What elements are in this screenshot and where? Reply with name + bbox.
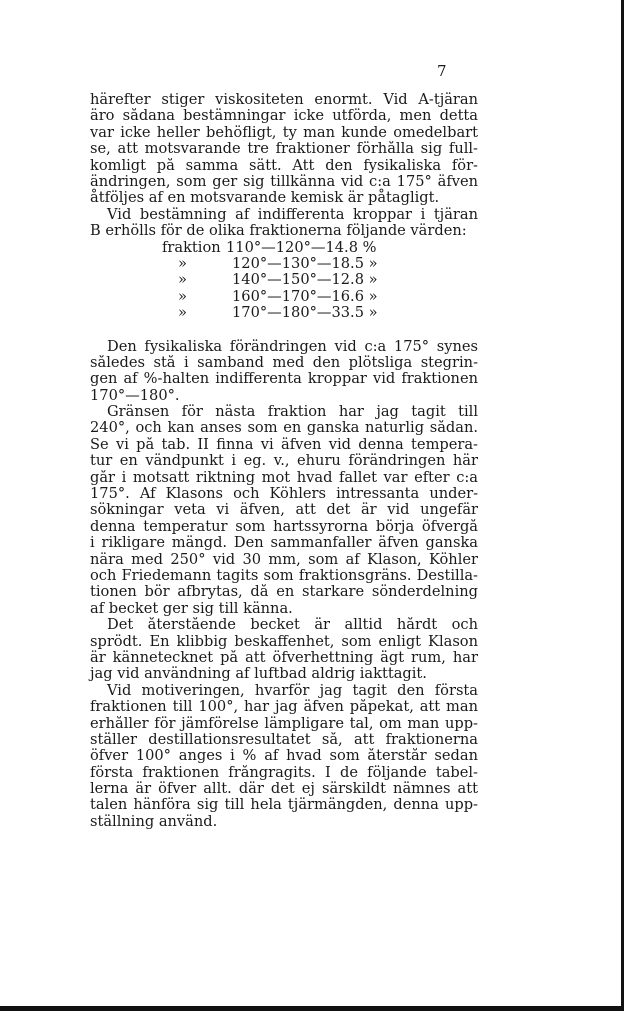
text-line: första fraktionen frångragits. I de följande tabel- xyxy=(90,764,478,781)
table-row-lead: fraktion xyxy=(162,238,221,256)
text-line: är kännetecknet på att öfverhettning ägt rum, har xyxy=(90,649,478,666)
text-line: sprödt. En klibbig beskaffenhet, som enligt Klason xyxy=(90,633,478,650)
table-row-lead: » xyxy=(178,271,187,289)
text-line: sökningar veta vi äfven, att det är vid ungefär xyxy=(90,502,478,519)
page-edge-bottom xyxy=(0,1006,624,1011)
paragraph-2 xyxy=(90,207,478,240)
table-row-value: 120°—130°—18.5 » xyxy=(232,254,378,272)
text-line: ändringen, som ger sig tillkänna vid c:a 175° äfven xyxy=(90,173,478,190)
text-line: åtföljes af en motsvarande kemisk är påtagligt. xyxy=(90,189,440,207)
text-line: var icke heller behöfligt, ty man kunde omedelbart xyxy=(90,124,478,141)
text-line: lerna är öfver allt. där det ej särskildt nämnes att xyxy=(90,781,478,798)
text-line: Vid motiveringen, hvarför jag tagit den första xyxy=(107,682,478,699)
text-line: i rikligare mängd. Den sammanfaller äfven ganska xyxy=(90,535,478,552)
table-row xyxy=(90,240,478,256)
text-line: nära med 250° vid 30 mm, som af Klason, Köhler xyxy=(90,551,478,568)
paragraph-4 xyxy=(90,404,478,617)
text-line: härefter stiger viskositeten enormt. Vid A-tjäran xyxy=(90,92,478,108)
text-line: fraktionen till 100°, har jag äfven påpekat, att man xyxy=(90,699,478,716)
text-line: af becket ger sig till känna. xyxy=(90,599,293,617)
table-row xyxy=(90,272,478,288)
text-line: B erhölls för de olika fraktionerna följande värden: xyxy=(90,222,467,240)
table-row-value: 140°—150°—12.8 » xyxy=(232,271,378,289)
text-line: se, att motsvarande tre fraktioner förhålla sig full- xyxy=(90,141,478,158)
paragraph-3 xyxy=(90,339,478,405)
text-line: 175°. Af Klasons och Köhlers intressanta under- xyxy=(90,486,478,503)
text-line: går i motsatt riktning mot hvad fallet var efter c:a xyxy=(90,469,478,486)
text-line: jag vid användning af luftbad aldrig iakttagit. xyxy=(90,665,427,683)
text-line: 170°—180°. xyxy=(90,386,180,404)
text-line: erhåller för jämförelse lämpligare tal, om man upp- xyxy=(90,715,478,732)
text-line: Se vi på tab. II finna vi äfven vid denna tempera- xyxy=(90,436,478,453)
text-line: komligt på samma sätt. Att den fysikaliska för- xyxy=(90,157,478,174)
paragraph-5 xyxy=(90,617,478,683)
text-line: öfver 100° anges i % af hvad som återstår sedan xyxy=(90,748,478,765)
text-line: tionen bör afbrytas, då en starkare sönderdelning xyxy=(90,584,478,601)
table-row-value: 160°—170°—16.6 » xyxy=(232,287,378,305)
fraction-table xyxy=(90,240,478,339)
text-line: tur en vändpunkt i eg. v., ehuru förändringen här xyxy=(90,453,478,470)
table-row-value: 170°—180°—33.5 » xyxy=(232,304,378,322)
text-line: ställer destillationsresultatet så, att fraktionerna xyxy=(90,731,478,748)
body-text xyxy=(90,92,478,830)
text-line: och Friedemann tagits som fraktionsgräns. Destilla- xyxy=(90,567,478,584)
table-row xyxy=(90,305,478,321)
text-line: denna temperatur som hartssyrorna börja öfvergå xyxy=(90,518,478,535)
paragraph-6 xyxy=(90,683,478,831)
text-line: gen af %-halten indifferenta kroppar vid fraktionen xyxy=(90,371,478,388)
page-number: 7 xyxy=(437,62,447,80)
paragraph-1 xyxy=(90,92,478,207)
table-row-lead: » xyxy=(178,287,187,305)
text-line: Vid bestämning af indifferenta kroppar i tjäran xyxy=(107,206,478,223)
text-line: Gränsen för nästa fraktion har jag tagit till xyxy=(107,404,478,421)
text-line: 240°, och kan anses som en ganska naturlig sådan. xyxy=(90,420,478,437)
text-line: talen hänföra sig till hela tjärmängden, denna upp- xyxy=(90,797,478,814)
table-row-lead: » xyxy=(178,304,187,322)
text-line: äro sådana bestämningar icke utförda, men detta xyxy=(90,108,478,125)
table-row xyxy=(90,256,478,272)
text-line: Det återstående becket är alltid hårdt och xyxy=(107,617,478,634)
table-row-value: 110°—120°—14.8 % xyxy=(226,238,377,256)
text-line: Den fysikaliska förändringen vid c:a 175° synes xyxy=(107,338,478,355)
text-line: således stå i samband med den plötsliga stegrin- xyxy=(90,354,478,371)
table-row xyxy=(90,289,478,305)
text-line: ställning använd. xyxy=(90,812,218,830)
table-row-lead: » xyxy=(178,254,187,272)
